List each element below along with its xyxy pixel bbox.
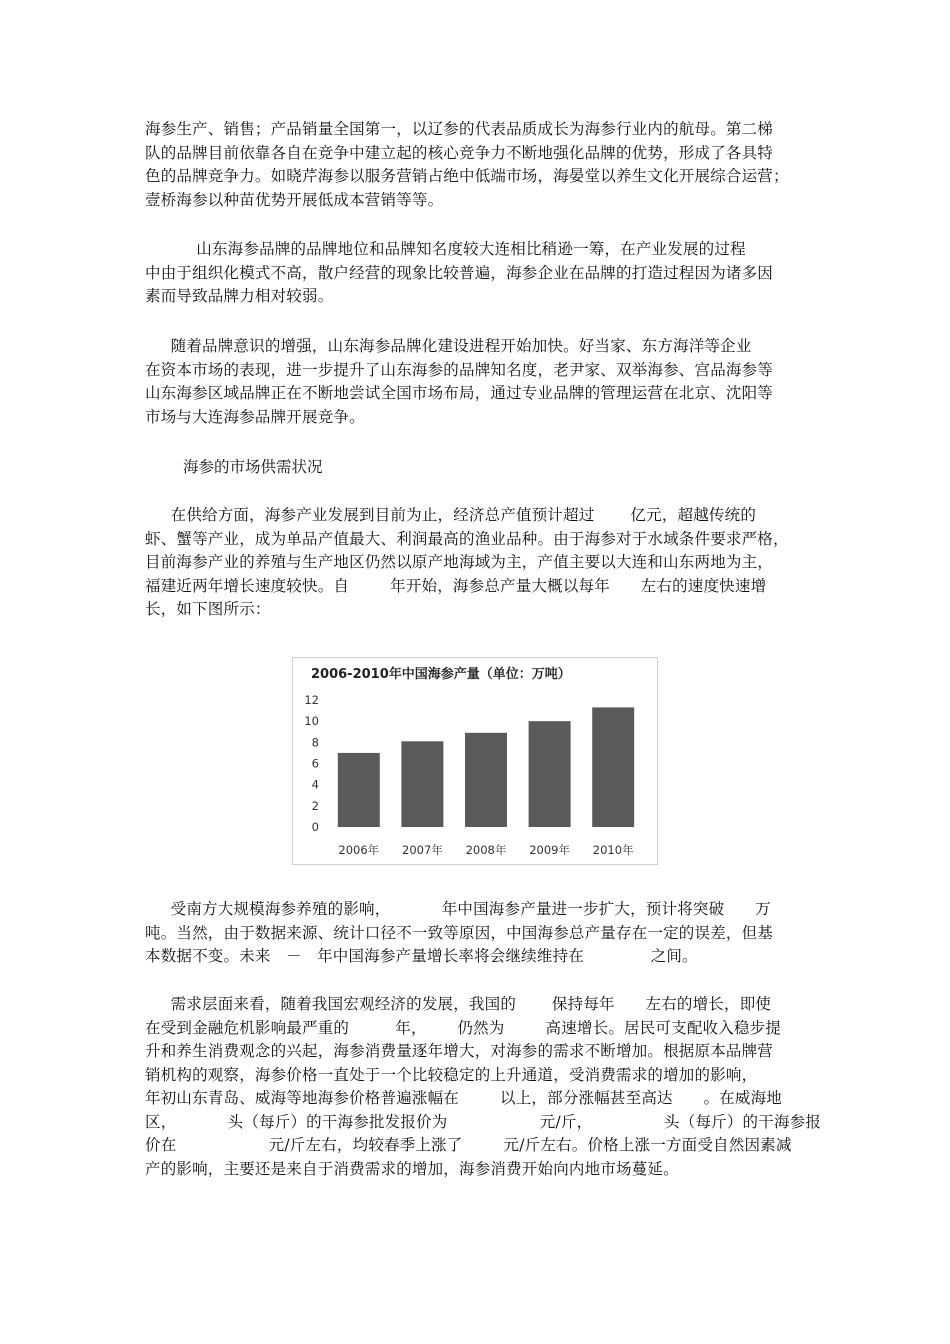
paragraph-production-forecast: [145, 898, 815, 969]
x-tick-label: 2009年: [529, 843, 570, 857]
x-tick-label: 2010年: [592, 843, 634, 857]
text-line: 色的品牌竞争力。如晓芹海参以服务营销占绝中低端市场，海晏堂以养生文化开展综合运营；: [145, 167, 789, 185]
bar-2006年: [338, 753, 380, 827]
text-line: 受南方大规模海参养殖的影响， 年中国海参产量进一步扩大，预计将突破 万: [145, 900, 771, 918]
y-tick-label: 6: [311, 756, 319, 771]
paragraph-brand-awareness: [145, 335, 815, 429]
paragraph-shandong-brand: [145, 238, 815, 309]
section-heading: 海参的市场供需状况: [183, 458, 323, 476]
bar-2009年: [529, 721, 571, 827]
bar-series: [338, 707, 634, 827]
text-line: 在资本市场的表现，进一步提升了山东海参的品牌知名度，老尹家、双举海参、宫品海参等: [145, 360, 774, 379]
text-line: 在供给方面，海参产业发展到目前为止，经济总产值预计超过 亿元，超越传统的: [145, 506, 757, 524]
y-tick-label: 8: [311, 735, 319, 750]
x-tick-label: 2006年: [338, 843, 380, 857]
text-line: 中由于组织化模式不高，散户经营的现象比较普遍，海参企业在品牌的打造过程因为诸多因: [145, 263, 774, 282]
x-tick-label: 2008年: [465, 843, 507, 857]
text-line: 区， 头（每斤）的干海参批发报价为 元/斤， 头（每斤）的干海参报: [145, 1112, 822, 1131]
production-chart: [292, 657, 658, 865]
text-line: 虾、蟹等产业，成为单品产值最大、利润最高的渔业品种。由于海参对于水域条件要求严格，: [145, 529, 789, 548]
text-line: 吨。当然，由于数据来源、统计口径不一致等原因，中国海参总产量存在一定的误差，但基: [145, 923, 774, 942]
text-line: 本数据不变。未来 － 年中国海参产量增长率将会继续维持在 之间。: [145, 947, 698, 965]
text-line: 随着品牌意识的增强，山东海参品牌化建设进程开始加快。好当家、东方海洋等企业: [145, 337, 752, 355]
paragraph-demand: [145, 993, 822, 1181]
text-line: 市场与大连海参品牌开展竞争。: [145, 407, 365, 426]
paragraph-brand-tiers: [145, 118, 815, 212]
text-line: 队的品牌目前依靠各自在竞争中建立起的核心竞争力不断地强化品牌的优势，形成了各具特: [145, 143, 774, 162]
y-tick-label: 0: [311, 820, 319, 834]
y-tick-label: 12: [304, 693, 319, 707]
x-axis: [338, 843, 634, 857]
chart-title: 2006-2010年中国海参产量（单位：万吨）: [311, 667, 571, 682]
y-tick-label: 2: [311, 798, 319, 813]
bar-2010年: [592, 707, 634, 827]
text-line: 壹桥海参以种苗优势开展低成本营销等等。: [145, 190, 444, 209]
production-bar-chart: [293, 658, 659, 866]
text-line: 年初山东青岛、威海等地海参价格普遍涨幅在 以上，部分涨幅甚至高达 。在威海地: [145, 1089, 782, 1107]
text-line: 海参生产、销售；产品销量全国第一，以辽参的代表品质成长为海参行业内的航母。第二梯: [145, 120, 774, 138]
text-line: 山东海参区域品牌正在不断地尝试全国市场布局，通过专业品牌的管理运营在北京、沈阳等: [145, 384, 774, 402]
y-tick-label: 10: [304, 714, 319, 729]
text-line: 产的影响，主要还是来自于消费需求的增加，海参消费开始向内地市场蔓延。: [145, 1159, 679, 1178]
text-line: 福建近两年增长速度较快。自 年开始，海参总产量大概以每年 左右的速度快速增: [145, 576, 767, 595]
x-tick-label: 2007年: [402, 843, 443, 857]
paragraph-supply: [145, 504, 815, 622]
bar-2008年: [465, 733, 507, 827]
text-line: 目前海参产业的养殖与生产地区仍然以原产地海域为主，产值主要以大连和山东两地为主，: [145, 553, 774, 571]
y-tick-label: 4: [311, 777, 319, 792]
text-line: 素而导致品牌力相对较弱。: [145, 287, 334, 305]
text-line: 在受到金融危机影响最严重的 年， 仍然为 高速增长。居民可支配收入稳步提: [145, 1018, 782, 1037]
text-line: 升和养生消费观念的兴起，海参消费量逐年增大，对海参的需求不断增加。根据原本品牌营: [145, 1042, 774, 1060]
y-axis: [304, 693, 319, 834]
text-line: 山东海参品牌的品牌地位和品牌知名度较大连相比稍逊一筹，在产业发展的过程: [145, 240, 746, 258]
text-line: 长，如下图所示：: [145, 600, 271, 618]
text-line: 销机构的观察，海参价格一直处于一个比较稳定的上升通道，受消费需求的增加的影响，: [145, 1065, 758, 1084]
text-line: 需求层面来看，随着我国宏观经济的发展，我国的 保持每年 左右的增长，即使: [145, 995, 772, 1013]
bar-2007年: [401, 741, 443, 827]
text-line: 价在 元/斤左右，均较春季上涨了 元/斤左右。价格上涨一方面受自然因素减: [145, 1136, 792, 1154]
